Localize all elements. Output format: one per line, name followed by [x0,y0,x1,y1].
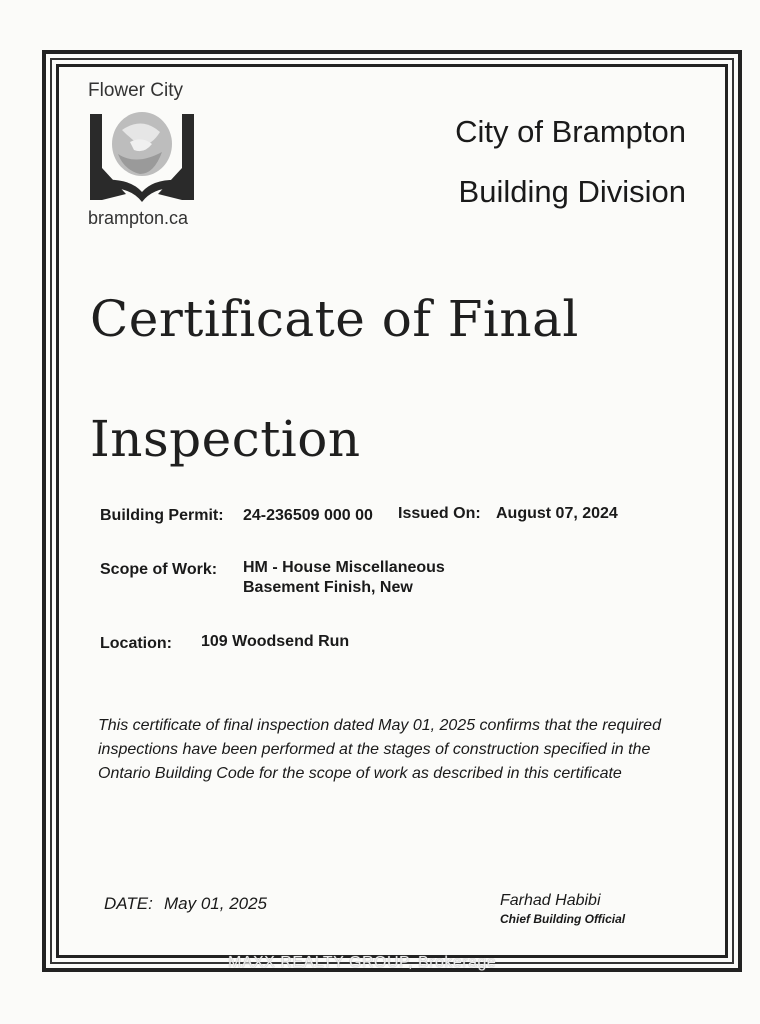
rose-logo-icon [90,108,194,204]
logo-brampton-url: brampton.ca [88,208,189,228]
scope-label: Scope of Work: [100,561,218,578]
issued-on-date: August 07, 2024 [496,505,618,522]
date-value: May 01, 2025 [164,894,268,913]
issued-on-label: Issued On: [398,505,481,522]
certificate-title-line-2: Inspection [90,410,361,468]
certificate-statement: This certificate of final inspection dated May 01, 2025 confirms that the required inspections have been performed at the stages of construction specified in the Ontario Building Code for the scope of work as described in this certificate [98,717,661,782]
signatory-name: Farhad Habibi [500,892,601,909]
signatory-title: Chief Building Official [500,912,626,926]
permit-number: 24-236509 000 00 [243,507,373,524]
issuer-division: Building Division [458,174,686,209]
scope-line-1: HM - House Miscellaneous [243,559,445,576]
logo-flower-city-text: Flower City [88,80,184,101]
certificate-title-line-1: Certificate of Final [90,290,579,348]
scope-line-2: Basement Finish, New [243,579,413,596]
permit-label: Building Permit: [100,507,224,524]
issuer-city: City of Brampton [455,114,686,149]
date-label: DATE: [104,894,153,913]
location-value: 109 Woodsend Run [201,633,350,650]
brokerage-watermark: MAXX REALTY GROUP, Brokerage [228,954,497,971]
location-label: Location: [100,635,172,652]
